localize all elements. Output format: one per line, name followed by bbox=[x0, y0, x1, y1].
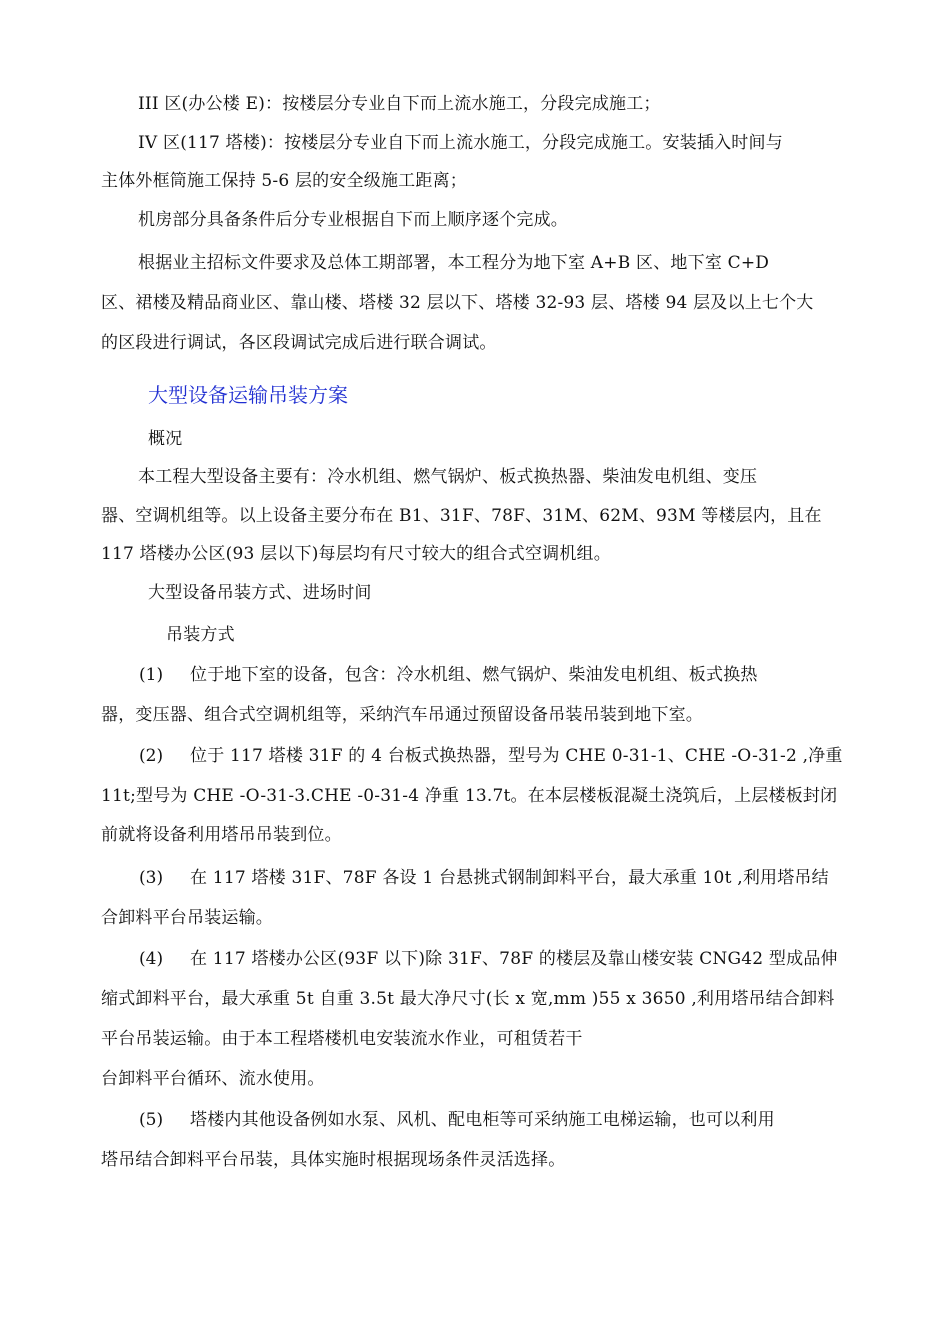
overview-line1: 本工程大型设备主要有：冷水机组、燃气锅炉、板式换热器、柴油发电机组、变压 bbox=[138, 467, 758, 487]
overview-line2: 器、空调机组等。以上设备主要分布在 B1、31F、78F、31M、62M、93M 等楼层内，且在 bbox=[101, 506, 822, 526]
item-number: (2) bbox=[139, 746, 164, 766]
subsection-subtitle: 吊装方式 bbox=[166, 625, 235, 645]
item-line: 位于地下室的设备，包含：冷水机组、燃气锅炉、柴油发电机组、板式换热 bbox=[190, 665, 758, 685]
item-line: 平台吊装运输。由于本工程塔楼机电安装流水作业，可租赁若干 bbox=[101, 1029, 583, 1049]
item-line: 合卸料平台吊装运输。 bbox=[101, 908, 273, 928]
debug-paragraph-line1: 根据业主招标文件要求及总体工期部署，本工程分为地下室 A+B 区、地下室 C+D bbox=[138, 253, 770, 273]
debug-paragraph-line2: 区、裙楼及精品商业区、靠山楼、塔楼 32 层以下、塔楼 32-93 层、塔楼 94 层及以上七个大 bbox=[101, 293, 814, 313]
item-line: 在 117 塔楼办公区(93F 以下)除 31F、78F 的楼层及靠山楼安装 CNG42 型成品伸 bbox=[190, 949, 838, 969]
subsection-title: 大型设备吊装方式、进场时间 bbox=[148, 583, 372, 603]
zone4-paragraph-line2: 主体外框筒施工保持 5-6 层的安全级施工距离； bbox=[101, 171, 467, 191]
machine-room-paragraph: 机房部分具备条件后分专业根据自下而上顺序逐个完成。 bbox=[138, 210, 568, 230]
item-line: 位于 117 塔楼 31F 的 4 台板式换热器，型号为 CHE 0-31-1、CHE -O-31-2 ,净重 bbox=[190, 746, 843, 766]
item-number: (1) bbox=[139, 665, 164, 685]
zone4-paragraph-line1: IV 区(117 塔楼)：按楼层分专业自下而上流水施工，分段完成施工。安装插入时间与 bbox=[138, 133, 783, 153]
item-number: (3) bbox=[139, 868, 164, 888]
debug-paragraph-line3: 的区段进行调试，各区段调试完成后进行联合调试。 bbox=[101, 333, 497, 353]
item-line: 器，变压器、组合式空调机组等，采纳汽车吊通过预留设备吊装吊装到地下室。 bbox=[101, 705, 703, 725]
section-heading: 大型设备运输吊装方案 bbox=[148, 383, 348, 407]
item-line: 塔楼内其他设备例如水泵、风机、配电柜等可采纳施工电梯运输，也可以利用 bbox=[190, 1110, 775, 1130]
overview-title: 概况 bbox=[148, 429, 183, 449]
item-line: 缩式卸料平台，最大承重 5t 自重 3.5t 最大净尺寸(长 x 宽,mm )55 x 3650 ,利用塔吊结合卸料 bbox=[101, 989, 835, 1009]
item-line: 台卸料平台循环、流水使用。 bbox=[101, 1069, 325, 1089]
item-line: 塔吊结合卸料平台吊装，具体实施时根据现场条件灵活选择。 bbox=[101, 1150, 566, 1170]
item-number: (5) bbox=[139, 1110, 164, 1130]
item-line: 在 117 塔楼 31F、78F 各设 1 台悬挑式钢制卸料平台，最大承重 10t ,利用塔吊结 bbox=[190, 868, 829, 888]
item-line: 前就将设备利用塔吊吊装到位。 bbox=[101, 825, 342, 845]
overview-line3: 117 塔楼办公区(93 层以下)每层均有尺寸较大的组合式空调机组。 bbox=[101, 544, 611, 564]
item-line: 11t;型号为 CHE -O-31-3.CHE -0-31-4 净重 13.7t。在本层楼板混凝土浇筑后，上层楼板封闭 bbox=[101, 786, 838, 806]
item-number: (4) bbox=[139, 949, 164, 969]
zone3-paragraph: III 区(办公楼 E)：按楼层分专业自下而上流水施工，分段完成施工； bbox=[138, 94, 661, 114]
